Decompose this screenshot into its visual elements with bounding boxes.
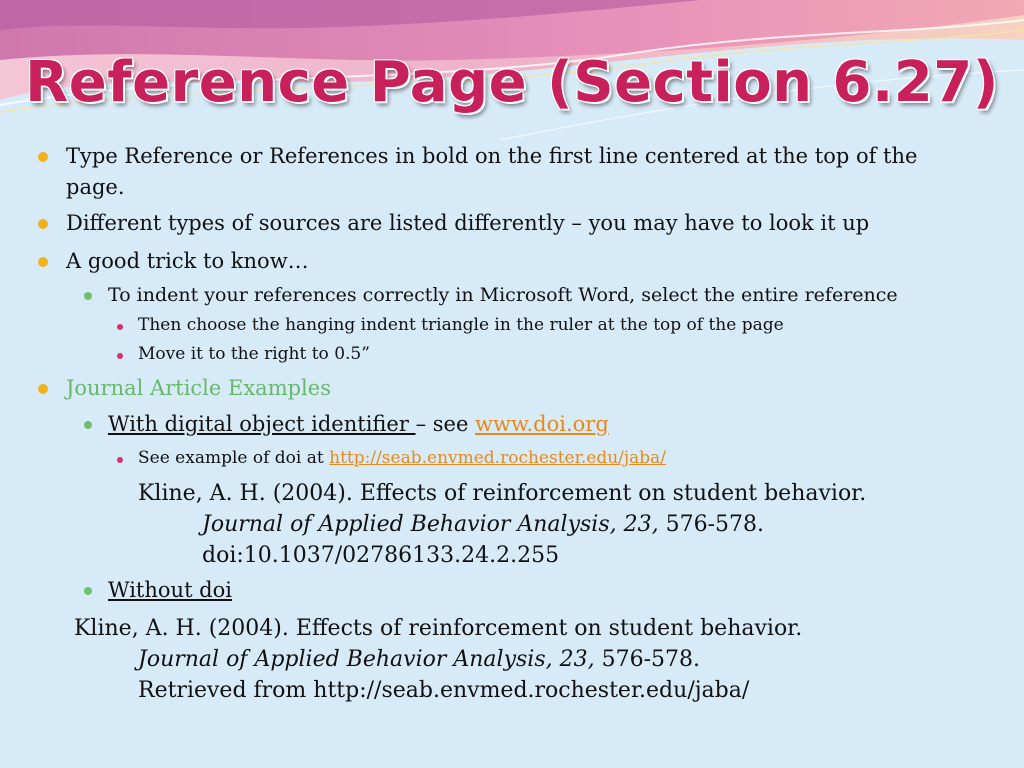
bullet-text: Different types of sources are listed differently – you may have to look it up bbox=[66, 211, 870, 235]
sub-sub-bullet-text: Move it to the right to 0.5” bbox=[138, 344, 370, 364]
citation-doi-identifier: doi:10.1037/02786133.24.2.255 bbox=[202, 543, 560, 568]
citation-doi-pages: 576-578. bbox=[658, 512, 764, 537]
bullet-dot bbox=[38, 219, 48, 229]
citation-nodoi-pages: 576-578. bbox=[594, 647, 700, 672]
citation-doi-journal: Journal of Applied Behavior Analysis, 23, bbox=[202, 512, 659, 537]
bullet-dot bbox=[38, 257, 48, 267]
section-heading-journal-examples: Journal Article Examples bbox=[66, 376, 331, 400]
bullet-dot bbox=[38, 384, 48, 394]
sub-sub-bullet-dot bbox=[117, 457, 123, 463]
citation-nodoi-journal: Journal of Applied Behavior Analysis, 23, bbox=[138, 647, 595, 672]
citation-doi-line2 bbox=[202, 512, 764, 537]
doi-line bbox=[108, 412, 609, 436]
doi-see-text: – see bbox=[415, 412, 476, 436]
doi-heading: With digital object identifier bbox=[108, 412, 416, 436]
citation-nodoi-retrieved: Retrieved from http://seab.envmed.rochester.edu/jaba/ bbox=[138, 678, 750, 703]
doi-example-text: See example of doi at bbox=[138, 448, 330, 468]
sub-bullet-text: To indent your references correctly in Microsoft Word, select the entire reference bbox=[108, 284, 898, 306]
sub-sub-bullet-dot bbox=[117, 324, 123, 330]
bullet-text-continuation: page. bbox=[66, 175, 125, 199]
citation-nodoi-line2 bbox=[138, 647, 700, 672]
sub-bullet-dot bbox=[84, 292, 92, 300]
sub-sub-bullet-text: Then choose the hanging indent triangle in the ruler at the top of the page bbox=[138, 315, 784, 335]
sub-bullet-dot bbox=[84, 421, 92, 429]
sub-bullet-dot bbox=[84, 587, 92, 595]
bullet-text: Type Reference or References in bold on the first line centered at the top of the bbox=[66, 144, 918, 168]
slide-title: Reference Page (Section 6.27) bbox=[25, 50, 999, 115]
doi-example-line bbox=[138, 448, 666, 468]
doi-org-link[interactable]: www.doi.org bbox=[475, 412, 609, 436]
citation-nodoi-line1: Kline, A. H. (2004). Effects of reinforcement on student behavior. bbox=[74, 616, 803, 641]
jaba-link[interactable]: http://seab.envmed.rochester.edu/jaba/ bbox=[329, 448, 667, 468]
bullet-dot bbox=[38, 152, 48, 162]
citation-doi-line1: Kline, A. H. (2004). Effects of reinforcement on student behavior. bbox=[138, 481, 867, 506]
without-doi-heading: Without doi bbox=[108, 578, 232, 602]
sub-sub-bullet-dot bbox=[117, 353, 123, 359]
bullet-text: A good trick to know… bbox=[66, 249, 309, 273]
